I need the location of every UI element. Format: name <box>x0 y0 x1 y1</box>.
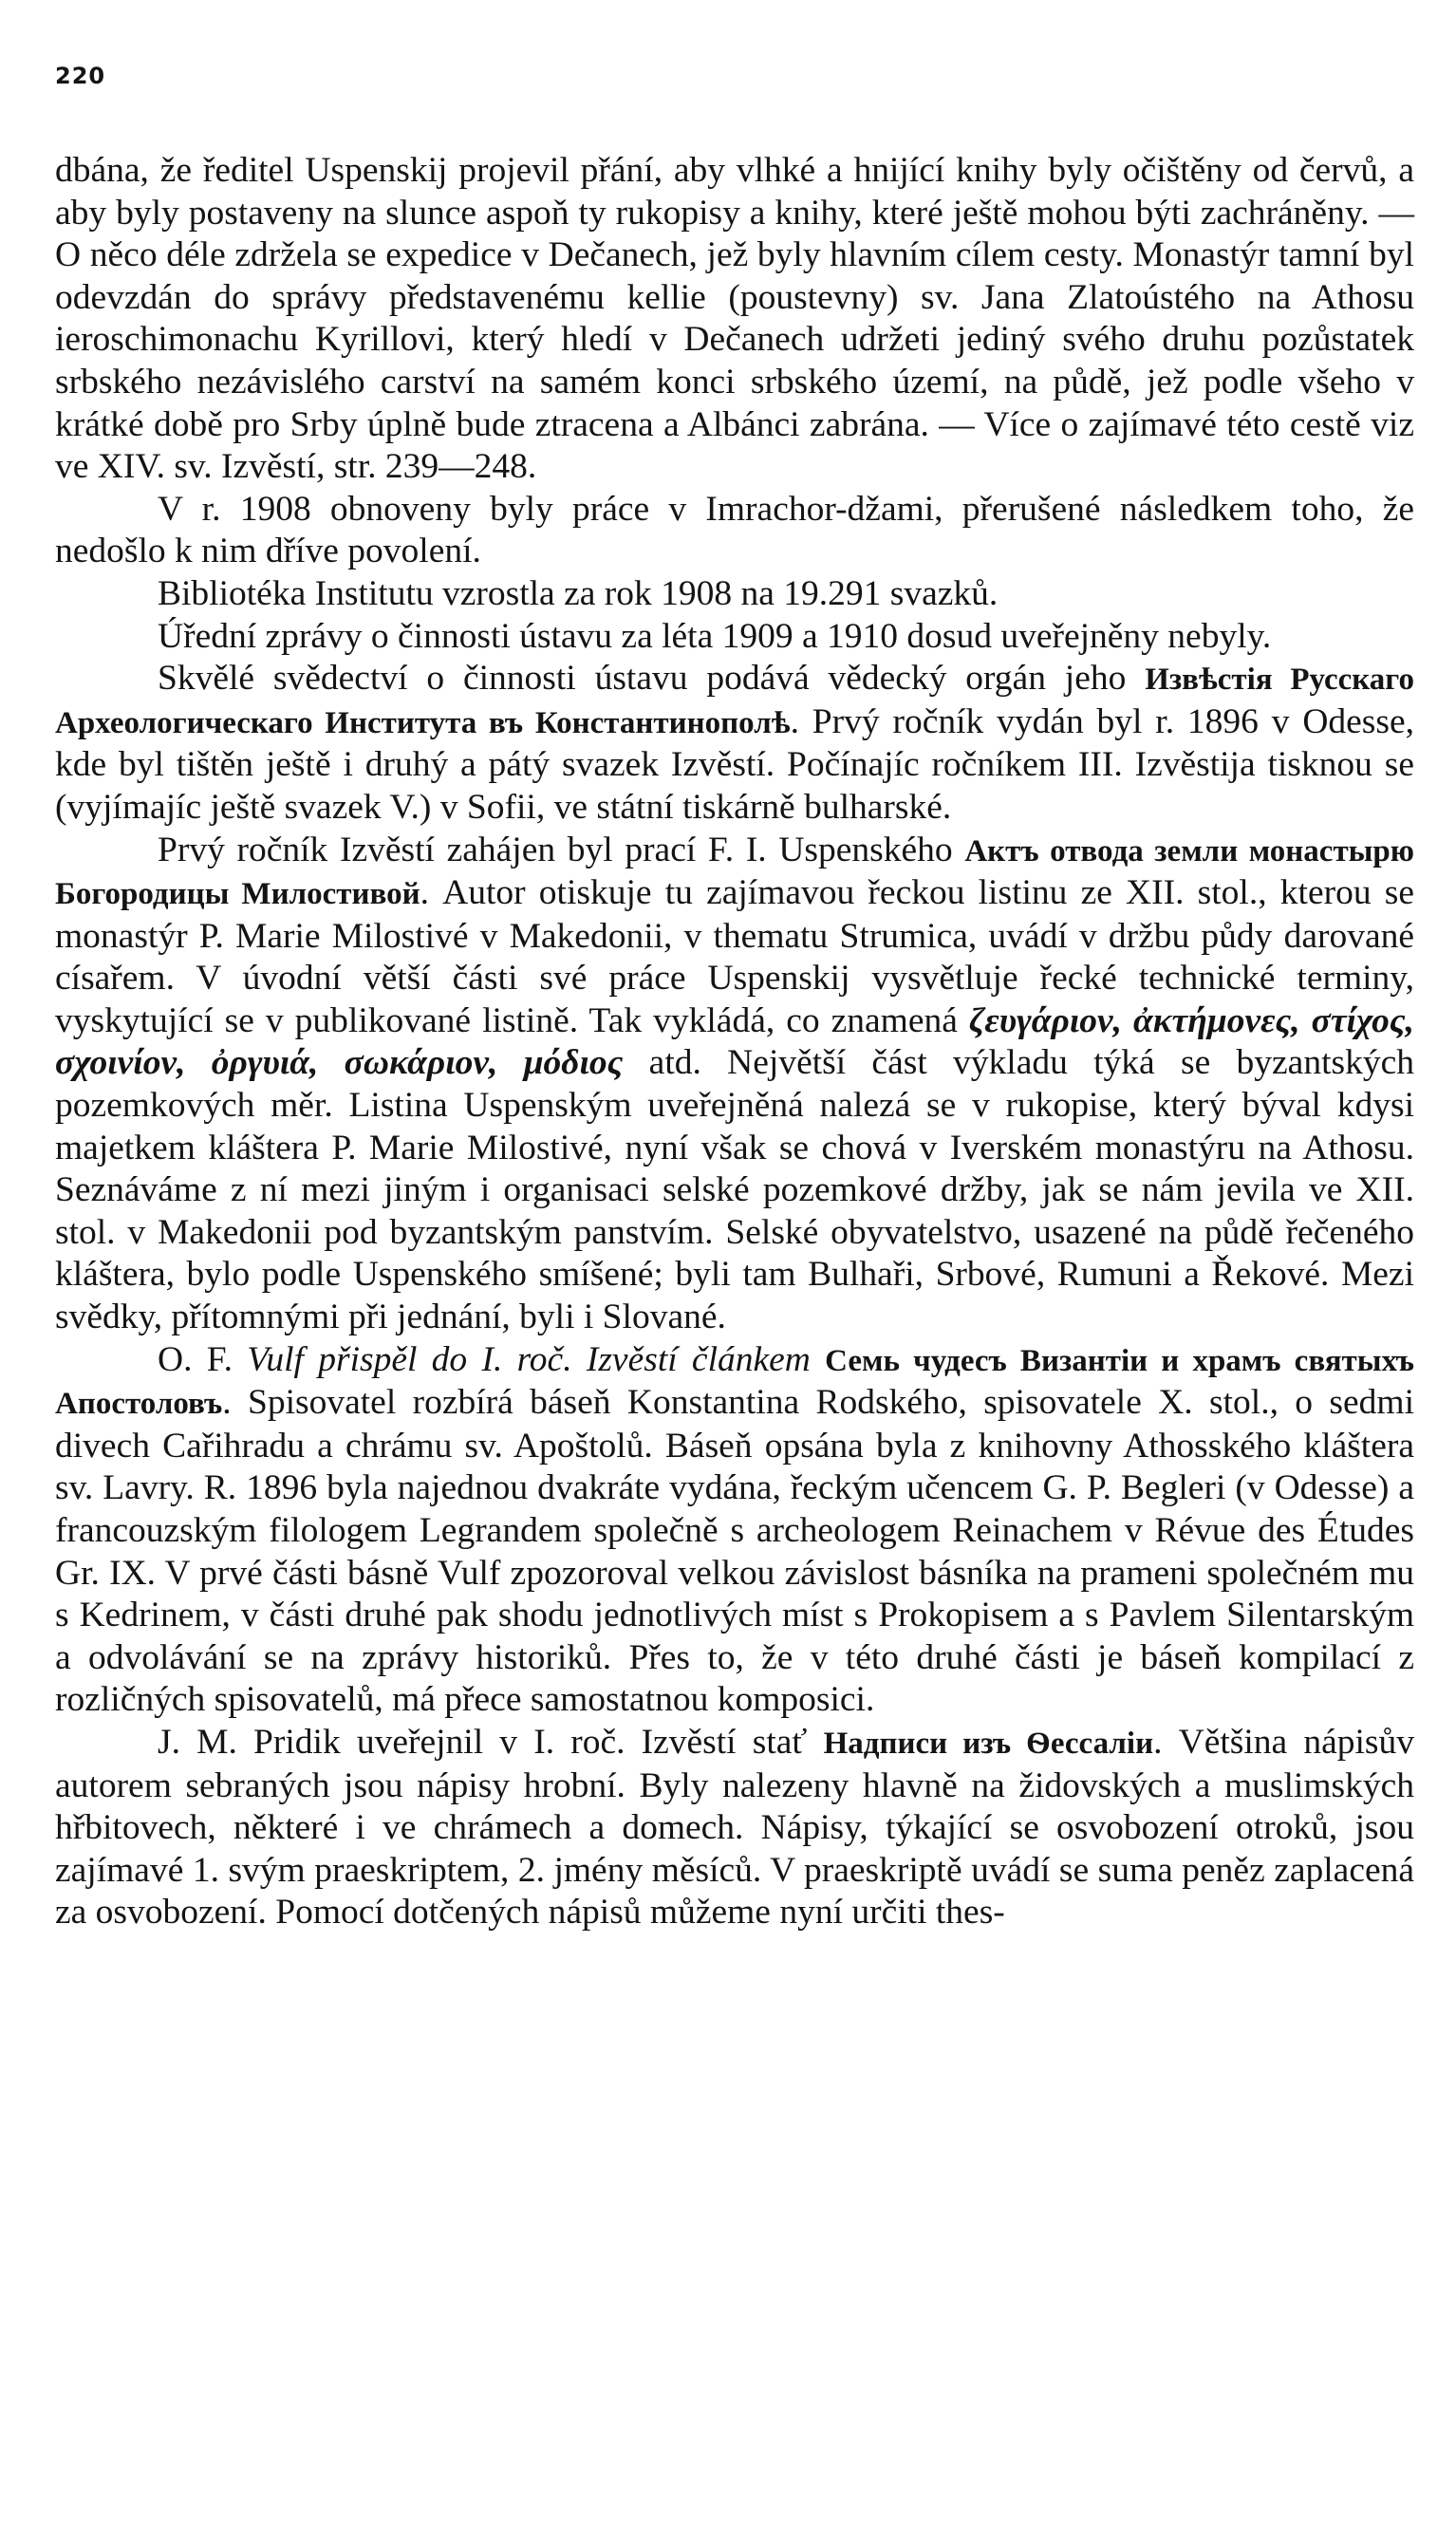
body-text <box>55 150 1414 1934</box>
paragraph-p5 <box>55 658 1414 829</box>
paragraph-p4 <box>55 616 1414 659</box>
page-number: 220 <box>55 63 106 89</box>
text-run: Prvý ročník Izvěstí zahájen byl prací F. I. Uspenského <box>158 830 965 869</box>
russian-title: Извѣстія Русскаго Археологическаго Института въ Константинополѣ <box>55 663 1414 740</box>
text-run: V r. 1908 obnoveny byly práce v Imrachor-džami, přerušené následkem toho, že nedošlo k nim dříve povolení. <box>55 489 1414 571</box>
text-run: J. M. Pridik uveřejnil v I. roč. Izvěstí stať <box>158 1722 824 1762</box>
text-run: . Spisovatel rozbírá báseň Konstantina Rodského, spisovatele X. stol., o sedmi divech Cařihradu a chrámu sv. Apoštolů. Báseň opsána byla z knihovny Athosského kláštera sv. Lavry. R. 1896 byla najednou dvakráte vydána, řeckým učencem G. P. Begleri (v Odesse) a francouzským filologem Legrandem společně s archeologem Reinachem v Révue des Études Gr. IX. V prvé části básně Vulf zpozoroval velkou závislost básníka na prameni společném mu s Kedrinem, v části druhé pak shodu jednotlivých míst s Prokopisem a s Pavlem Silentarským a odvolávání se na zprávy historiků. Přes to, že v této druhé části je báseň kompilací z rozličných spisovatelů, má přece samostatnou komposici. <box>55 1383 1414 1720</box>
italic-text: Vulf přispěl do I. roč. Izvěstí článkem <box>247 1339 811 1379</box>
text-run: . Prvý ročník vydán byl r. 1896 v Odesse, kde byl tištěn ještě i druhý a pátý svazek Izvěstí. Počínajíc ročníkem III. Izvěstija tisknou se (vyjímajíc ještě svazek V.) v Sofii, ve státní tiskárně bulharské. <box>55 701 1414 827</box>
paragraph-p6 <box>55 830 1414 1339</box>
paragraph-p7 <box>55 1339 1414 1722</box>
text-run: . Autor otiskuje tu zajímavou řeckou listinu ze XII. stol., kterou se monastýr P. Marie Milostivé v Makedonii, v thematu Strumica, uvádí v držbu půdy darované císařem. V úvodní větší části své práce Uspenskij vysvětluje řecké technické terminy, vyskytující se v publikované listině. Tak vykládá, co znamená <box>55 873 1414 1040</box>
greek-terms: ζευγάριον, ἀκτήμονες, στίχος, σχοινίον, ὀργυιά, σωκάριον, μόδιος <box>55 1000 1415 1083</box>
paragraph-p2 <box>55 489 1414 573</box>
russian-title: Семь чудесъ Византіи и храмъ святыхъ Апостоловъ <box>55 1343 1415 1422</box>
paragraph-p8 <box>55 1722 1414 1934</box>
text-run: Skvělé svědectví o činnosti ústavu podává vědecký orgán jeho <box>158 659 1146 699</box>
text-run: Úřední zprávy o činnosti ústavu za léta 1909 a 1910 dosud uveřejněny nebyly. <box>158 616 1272 656</box>
text-run: . Většina nápisův autorem sebraných jsou nápisy hrobní. Byly nalezeny hlavně na židovských a muslimských hřbitovech, některé i ve chrámech a domech. Nápisy, týkající se osvobození otroků, jsou zajímavé 1. svým praeskriptem, 2. jmény měsíců. V praeskriptě uvádí se suma peněz zaplacená za osvobození. Pomocí dotčených nápisů můžeme nyní určiti thes- <box>55 1722 1414 1933</box>
text-run: dbána, že ředitel Uspenskij projevil přání, aby vlhké a hnijící knihy byly očištěny od červů, a aby byly postaveny na slunce aspoň ty rukopisy a knihy, které ještě mohou býti zachráněny. — O něco déle zdržela se expedice v Dečanech, jež byly hlavním cílem cesty. Monastýr tamní byl odevzdán do správy představenému kellie (poustevny) sv. Jana Zlatoústého na Athosu ieroschimonachu Kyrillovi, který hledí v Dečanech udržeti jediný svého druhu pozůstatek srbského nezávislého carství na samém konci srbského území, na půdě, jež podle všeho v krátké době pro Srby úplně bude ztracena a Albánci zabrána. — Více o zajímavé této cestě viz ve XIV. sv. Izvěstí, str. 239—248. <box>55 151 1414 487</box>
paragraph-p1 <box>55 150 1414 489</box>
text-run: atd. Největší část výkladu týká se byzantských pozemkových měr. Listina Uspenským uveřejněná nalezá se v rukopise, který býval kdysi majetkem kláštera P. Marie Milostivé, nyní však se chová v Iverském monastýru na Athosu. Seznáváme z ní mezi jiným i organisaci selské pozemkové držby, jak se nám jevila ve XII. stol. v Makedonii pod byzantským panstvím. Selské obyvatelstvo, usazené na půdě řečeného kláštera, bylo podle Uspenského smíšené; byli tam Bulhaři, Srbové, Rumuni a Řekové. Mezi svědky, přítomnými při jednání, byli i Slované. <box>55 1043 1414 1337</box>
text-run <box>811 1340 825 1379</box>
russian-title: Актъ отвода земли монастырю Богородицы Милостивой <box>55 833 1414 912</box>
text-run: Bibliotéka Institutu vzrostla za rok 1908 na 19.291 svazků. <box>158 573 999 613</box>
text-run: O. F. <box>158 1339 248 1379</box>
russian-title: Надписи изъ Ѳессаліи <box>823 1726 1154 1761</box>
paragraph-p3 <box>55 573 1414 616</box>
